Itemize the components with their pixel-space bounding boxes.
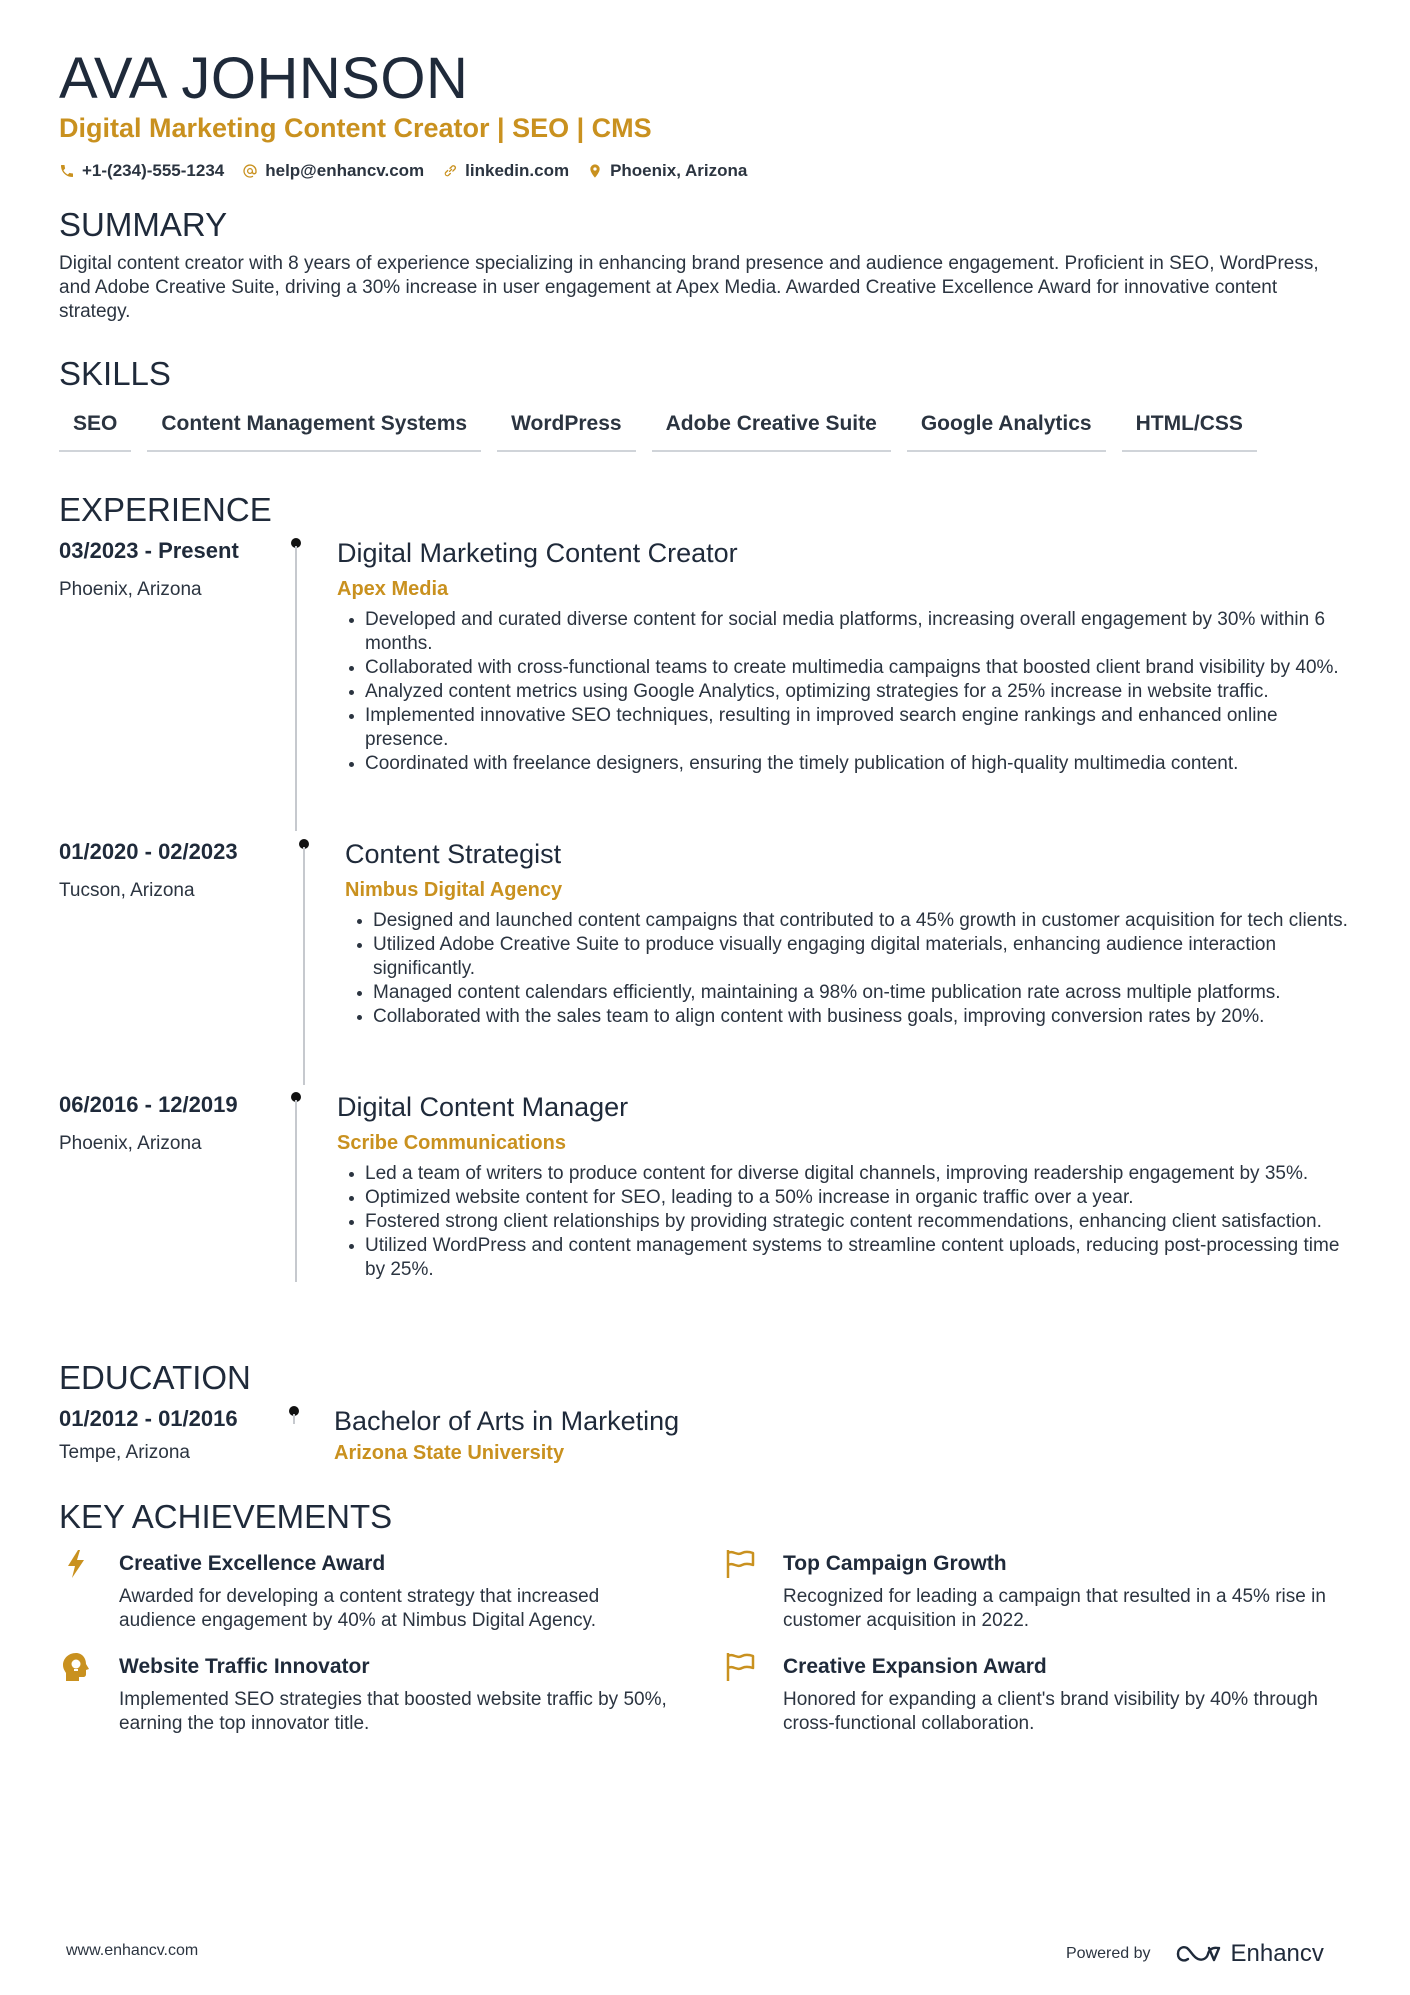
job-dates: 06/2016 - 12/2019 [59, 1092, 238, 1117]
powered-by-label: Powered by [1066, 1945, 1151, 1962]
job-company: Apex Media [337, 578, 449, 600]
enhancv-logo-icon [1175, 1942, 1221, 1966]
job-bullet: Developed and curated diverse content for social media platforms, increasing overall engagement by 30% within 6 months. [342, 608, 1352, 656]
job-location: Phoenix, Arizona [59, 579, 202, 600]
timeline-line [295, 546, 297, 831]
contact-email[interactable] [242, 159, 424, 183]
location-pin-icon [587, 163, 603, 179]
candidate-title: Digital Marketing Content Creator | SEO | CMS [59, 113, 652, 143]
contact-linkedin[interactable] [442, 159, 569, 183]
skill-tag: Content Management Systems [147, 407, 481, 452]
lightning-icon [59, 1547, 93, 1581]
achievement-text: Implemented SEO strategies that boosted website traffic by 50%, earning the top innovator title. [119, 1689, 667, 1734]
skill-tag: Google Analytics [907, 407, 1106, 452]
achievement-text: Recognized for leading a campaign that resulted in a 45% rise in customer acquisition in 2022. [783, 1586, 1326, 1631]
link-icon [442, 163, 458, 179]
job-bullet: Utilized Adobe Creative Suite to produce visually engaging digital materials, enhancing audience interaction significantly. [350, 933, 1360, 981]
job-bullet: Collaborated with cross-functional teams to create multimedia campaigns that boosted client brand visibility by 40%. [342, 656, 1352, 680]
job-bullet: Optimized website content for SEO, leading to a 50% increase in organic traffic over a year. [342, 1186, 1360, 1210]
phone-icon [59, 163, 75, 179]
job-company: Scribe Communications [337, 1132, 566, 1154]
job-bullet: Utilized WordPress and content management systems to streamline content uploads, reducing post-processing time by 25%. [342, 1234, 1360, 1282]
achievement-text: Honored for expanding a client's brand visibility by 40% through cross-functional collaboration. [783, 1689, 1318, 1734]
job-company: Nimbus Digital Agency [345, 879, 563, 901]
timeline-line [293, 1414, 295, 1424]
achievements-heading: KEY ACHIEVEMENTS [59, 1498, 393, 1535]
flag-icon [723, 1650, 757, 1684]
contact-bar [59, 159, 747, 183]
flag-icon [723, 1547, 757, 1581]
candidate-name: AVA JOHNSON [59, 46, 469, 111]
achievement-title: Top Campaign Growth [783, 1552, 1007, 1575]
contact-phone[interactable] [59, 159, 224, 183]
achievement-title: Creative Expansion Award [783, 1655, 1047, 1678]
achievement-text: Awarded for developing a content strategy that increased audience engagement by 40% at Nimbus Digital Agency. [119, 1586, 600, 1631]
timeline-line [295, 1100, 297, 1282]
footer-branding [1066, 1940, 1324, 1968]
contact-location [587, 159, 747, 183]
education-heading: EDUCATION [59, 1359, 251, 1396]
education-dates: 01/2012 - 01/2016 [59, 1406, 238, 1431]
timeline-line [303, 847, 305, 1085]
job-bullet: Led a team of writers to produce content for diverse digital channels, improving readership engagement by 35%. [342, 1162, 1360, 1186]
achievement-title: Creative Excellence Award [119, 1552, 386, 1575]
experience-heading: EXPERIENCE [59, 491, 272, 528]
job-bullet: Implemented innovative SEO techniques, resulting in improved search engine rankings and enhanced online presence. [342, 704, 1352, 752]
education-degree: Bachelor of Arts in Marketing [334, 1406, 680, 1436]
contact-phone-text: +1-(234)-555-1234 [82, 161, 225, 180]
achievement-title: Website Traffic Innovator [119, 1655, 370, 1678]
job-bullet: Collaborated with the sales team to align content with business goals, improving conversion rates by 20%. [350, 1005, 1360, 1029]
skill-tag: SEO [59, 407, 131, 452]
job-bullet: Fostered strong client relationships by providing strategic content recommendations, enhancing client satisfaction. [342, 1210, 1360, 1234]
job-bullets [342, 1162, 1360, 1282]
skill-tag: WordPress [497, 407, 636, 452]
education-location: Tempe, Arizona [59, 1442, 190, 1463]
contact-linkedin-text: linkedin.com [465, 161, 570, 180]
job-location: Tucson, Arizona [59, 880, 195, 901]
skill-tag: Adobe Creative Suite [652, 407, 891, 452]
job-dates: 01/2020 - 02/2023 [59, 839, 238, 864]
job-bullet: Designed and launched content campaigns that contributed to a 45% growth in customer acquisition for tech clients. [350, 909, 1360, 933]
contact-email-text: help@enhancv.com [265, 161, 425, 180]
job-bullet: Coordinated with freelance designers, ensuring the timely publication of high-quality multimedia content. [342, 752, 1352, 776]
job-dates: 03/2023 - Present [59, 538, 239, 563]
education-school: Arizona State University [334, 1442, 565, 1464]
job-role: Digital Content Manager [337, 1092, 629, 1122]
job-bullets [350, 909, 1360, 1029]
head-idea-icon [59, 1650, 93, 1684]
job-bullets [342, 608, 1352, 776]
skills-list [59, 407, 1257, 452]
job-location: Phoenix, Arizona [59, 1133, 202, 1154]
summary-heading: SUMMARY [59, 206, 228, 243]
enhancv-logo[interactable] [1175, 1940, 1324, 1968]
enhancv-logo-text: Enhancv [1230, 1940, 1324, 1967]
job-role: Content Strategist [345, 839, 562, 869]
skills-heading: SKILLS [59, 355, 171, 392]
footer-website[interactable]: www.enhancv.com [66, 1942, 199, 1959]
job-bullet: Analyzed content metrics using Google Analytics, optimizing strategies for a 25% increase in website traffic. [342, 680, 1352, 704]
at-icon [242, 163, 258, 179]
summary-text: Digital content creator with 8 years of experience specializing in enhancing brand presence and audience engagement. Proficient in SEO, WordPress, and Adobe Creative Suite, driving a 30% increase in user engagement at Apex Media. Awarded Creative Excellence Award for innovative content strategy. [59, 253, 1319, 322]
skill-tag: HTML/CSS [1122, 407, 1257, 452]
job-role: Digital Marketing Content Creator [337, 538, 738, 568]
contact-location-text: Phoenix, Arizona [610, 161, 748, 180]
job-bullet: Managed content calendars efficiently, maintaining a 98% on-time publication rate across multiple platforms. [350, 981, 1360, 1005]
